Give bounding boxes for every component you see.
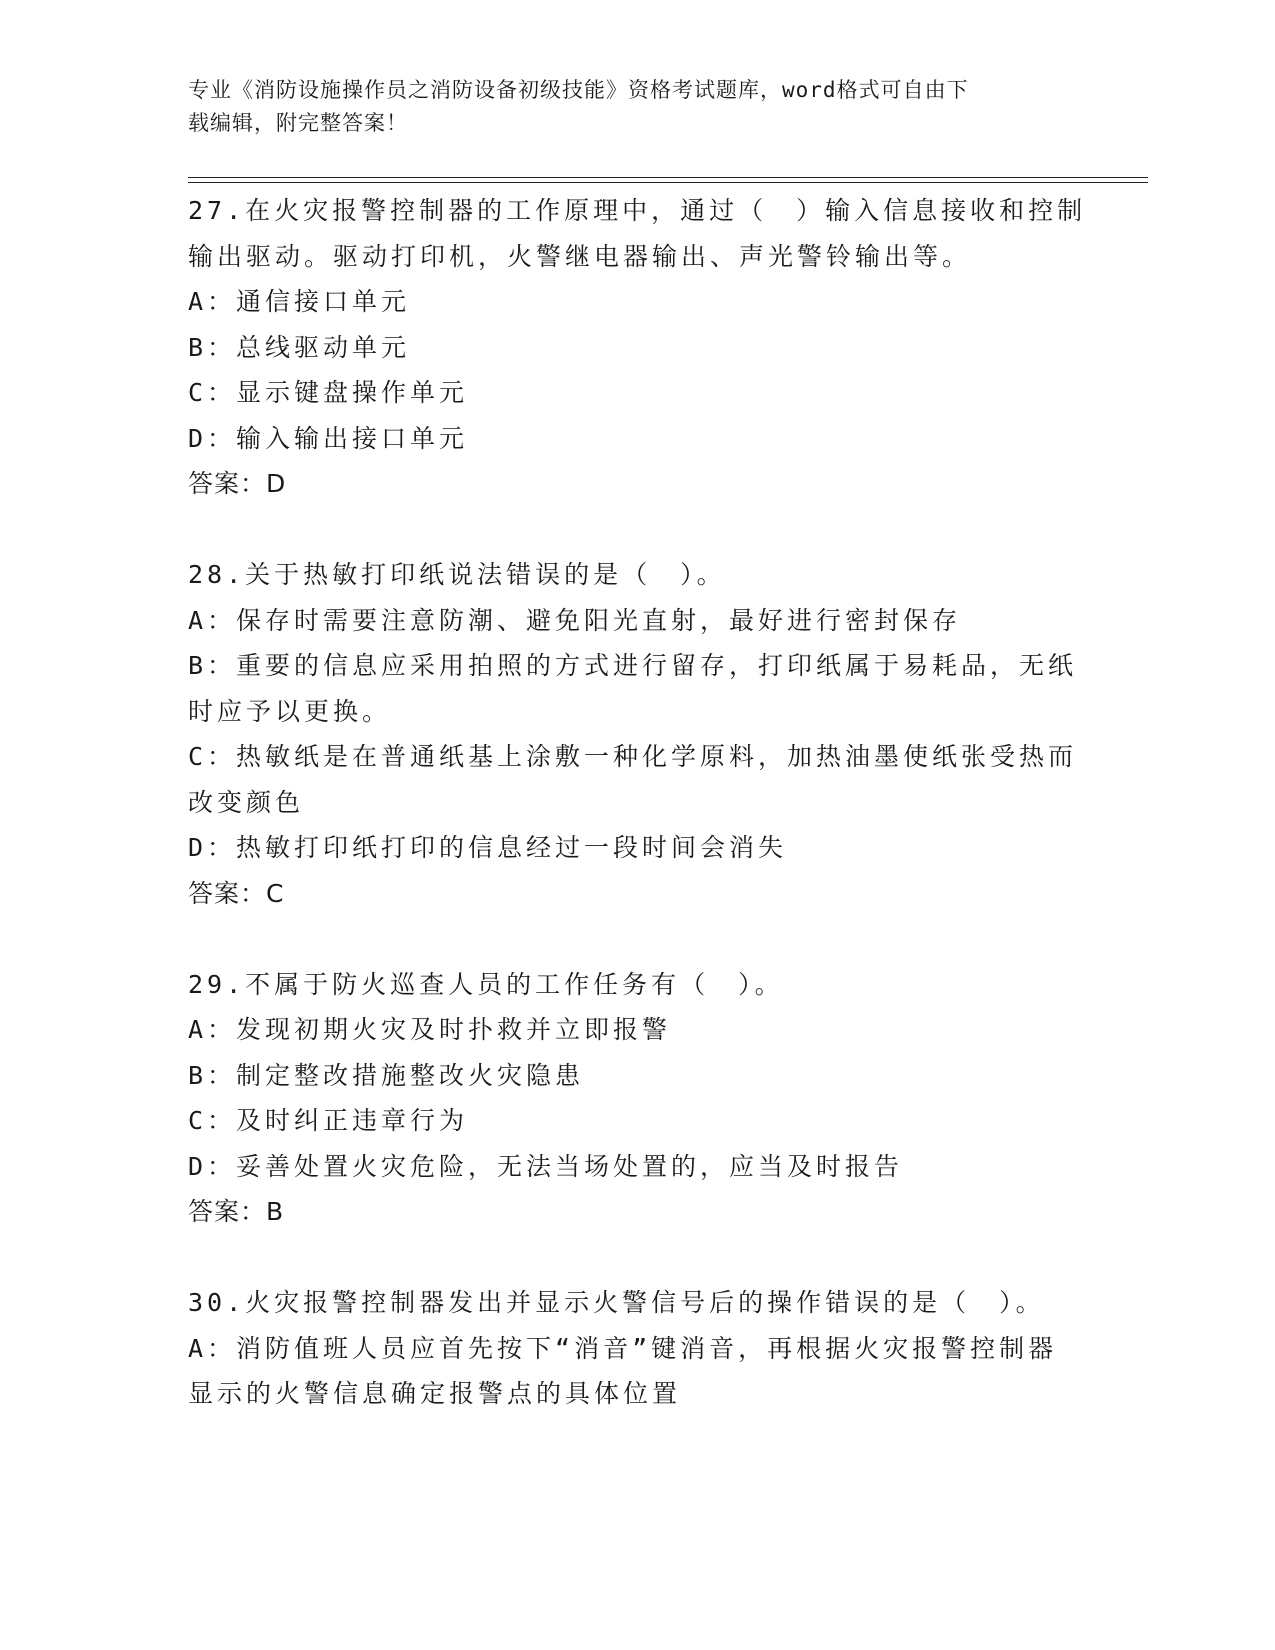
option-a: A：发现初期火灾及时扑救并立即报警 [188, 1015, 672, 1044]
option-b: B：总线驱动单元 [188, 332, 411, 362]
question-list [188, 188, 1088, 1462]
answer: 答案：B [188, 1197, 285, 1226]
option-b: B：重要的信息应采用拍照的方式进行留存，打印纸属于易耗品，无纸 [188, 651, 1078, 680]
option-b: B：制定整改措施整改火灾隐患 [188, 1060, 585, 1090]
option-a: A：消防值班人员应首先按下“消音”键消音，再根据火灾报警控制器 [188, 1333, 1058, 1363]
option-a-continued: 显示的火警信息确定报警点的具体位置 [188, 1379, 682, 1408]
question-text: 27.在火灾报警控制器的工作原理中，通过（ ）输入信息接收和控制 [188, 196, 1087, 225]
option-c: C：热敏纸是在普通纸基上涂敷一种化学原料，加热油墨使纸张受热而 [188, 742, 1078, 771]
header-line-1: 专业《消防设施操作员之消防设备初级技能》资格考试题库，word格式可自由下 [188, 78, 969, 102]
question-29 [188, 962, 1088, 1235]
document-header [188, 74, 1068, 140]
question-27 [188, 188, 1088, 507]
header-divider-bottom [188, 182, 1148, 183]
question-text: 29.不属于防火巡查人员的工作任务有（ ）。 [188, 969, 784, 999]
option-b-continued: 时应予以更换。 [188, 696, 392, 726]
option-d: D：输入输出接口单元 [188, 423, 469, 453]
answer: 答案：C [188, 878, 285, 908]
question-text: 输出驱动。驱动打印机，火警继电器输出、声光警铃输出等。 [188, 241, 972, 271]
option-d: D：妥善处置火灾危险，无法当场处置的，应当及时报告 [188, 1151, 904, 1181]
question-30 [188, 1280, 1088, 1417]
question-28 [188, 552, 1088, 916]
option-c: C：及时纠正违章行为 [188, 1106, 469, 1135]
option-d: D：热敏打印纸打印的信息经过一段时间会消失 [188, 833, 788, 862]
option-a: A：保存时需要注意防潮、避免阳光直射，最好进行密封保存 [188, 605, 962, 635]
option-c-continued: 改变颜色 [188, 787, 305, 817]
question-text: 28.关于热敏打印纸说法错误的是（ ）。 [188, 560, 726, 589]
header-line-2: 载编辑，附完整答案！ [188, 111, 408, 135]
header-divider-top [188, 177, 1148, 178]
option-a: A：通信接口单元 [188, 287, 411, 316]
option-c: C：显示键盘操作单元 [188, 378, 469, 407]
answer: 答案：D [188, 469, 287, 498]
question-text: 30.火灾报警控制器发出并显示火警信号后的操作错误的是（ ）。 [188, 1288, 1045, 1317]
